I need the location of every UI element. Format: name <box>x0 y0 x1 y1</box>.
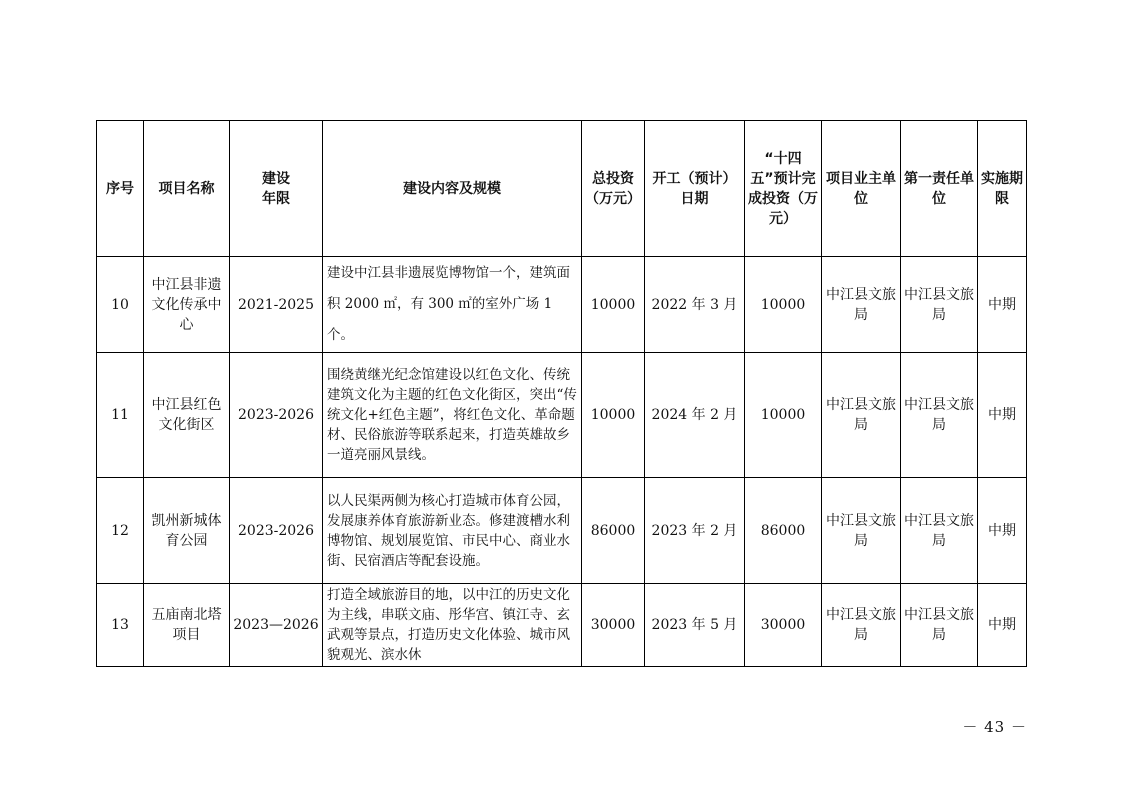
cell-responsible: 中江县文旅局 <box>901 257 978 353</box>
cell-start: 2023 年 2 月 <box>645 478 745 584</box>
cell-content: 围绕黄继光纪念馆建设以红色文化、传统建筑文化为主题的红色文化街区，突出“传统文化+红色主题”，将红色文化、革命题材、民俗旅游等联系起来，打造英雄故乡一道亮丽风景线。 <box>323 353 582 478</box>
cell-phase: 中期 <box>978 353 1027 478</box>
cell-start: 2023 年 5 月 <box>645 584 745 667</box>
table-row <box>97 257 1027 353</box>
cell-investment: 10000 <box>582 353 645 478</box>
cell-name: 凯州新城体育公园 <box>144 478 230 584</box>
header-responsible: 第一责任单位 <box>901 121 978 257</box>
cell-content-text: 打造全域旅游目的地，以中江的历史文化为主线，串联文庙、彤华宫、镇江寺、玄武观等景点，打造历史文化体验、城市风貌观光、滨水休 <box>327 587 570 663</box>
header-investment: 总投资（万元） <box>582 121 645 257</box>
cell-period: 2023-2026 <box>230 353 323 478</box>
cell-phase: 中期 <box>978 257 1027 353</box>
header-seq: 序号 <box>97 121 144 257</box>
table-row <box>97 478 1027 584</box>
cell-name: 五庙南北塔项目 <box>144 584 230 667</box>
cell-planned: 30000 <box>745 584 822 667</box>
cell-responsible: 中江县文旅局 <box>901 478 978 584</box>
cell-start: 2022 年 3 月 <box>645 257 745 353</box>
cell-phase: 中期 <box>978 478 1027 584</box>
table-row <box>97 584 1027 667</box>
cell-planned: 10000 <box>745 353 822 478</box>
cell-owner: 中江县文旅局 <box>822 584 901 667</box>
cell-seq: 13 <box>97 584 144 667</box>
cell-owner: 中江县文旅局 <box>822 353 901 478</box>
header-phase: 实施期限 <box>978 121 1027 257</box>
cell-responsible: 中江县文旅局 <box>901 353 978 478</box>
cell-content: 建设中江县非遗展览博物馆一个，建筑面积 2000 ㎡，有 300 ㎡的室外广场 1 个。 <box>323 257 582 353</box>
cell-period: 2023—2026 <box>230 584 323 667</box>
header-row <box>97 121 1027 257</box>
header-owner: 项目业主单位 <box>822 121 901 257</box>
page-number: － 43 － <box>962 718 1027 736</box>
cell-content: 以人民渠两侧为核心打造城市体育公园，发展康养体育旅游新业态。修建渡槽水利博物馆、规划展览馆、市民中心、商业水街、民宿酒店等配套设施。 <box>323 478 582 584</box>
header-start: 开工（预计）日期 <box>645 121 745 257</box>
table-row <box>97 353 1027 478</box>
cell-content <box>323 584 582 667</box>
cell-planned: 10000 <box>745 257 822 353</box>
project-table <box>96 120 1027 667</box>
cell-responsible: 中江县文旅局 <box>901 584 978 667</box>
cell-owner: 中江县文旅局 <box>822 478 901 584</box>
cell-phase: 中期 <box>978 584 1027 667</box>
cell-investment: 10000 <box>582 257 645 353</box>
cell-seq: 11 <box>97 353 144 478</box>
cell-planned: 86000 <box>745 478 822 584</box>
cell-name: 中江县红色文化街区 <box>144 353 230 478</box>
header-content: 建设内容及规模 <box>323 121 582 257</box>
header-name: 项目名称 <box>144 121 230 257</box>
cell-investment: 30000 <box>582 584 645 667</box>
header-period: 建设 年限 <box>230 121 323 257</box>
cell-seq: 10 <box>97 257 144 353</box>
cell-start: 2024 年 2 月 <box>645 353 745 478</box>
cell-period: 2021-2025 <box>230 257 323 353</box>
cell-name: 中江县非遗文化传承中心 <box>144 257 230 353</box>
cell-owner: 中江县文旅局 <box>822 257 901 353</box>
cell-investment: 86000 <box>582 478 645 584</box>
cell-seq: 12 <box>97 478 144 584</box>
header-planned: “十四五”预计完成投资（万元） <box>745 121 822 257</box>
cell-period: 2023-2026 <box>230 478 323 584</box>
